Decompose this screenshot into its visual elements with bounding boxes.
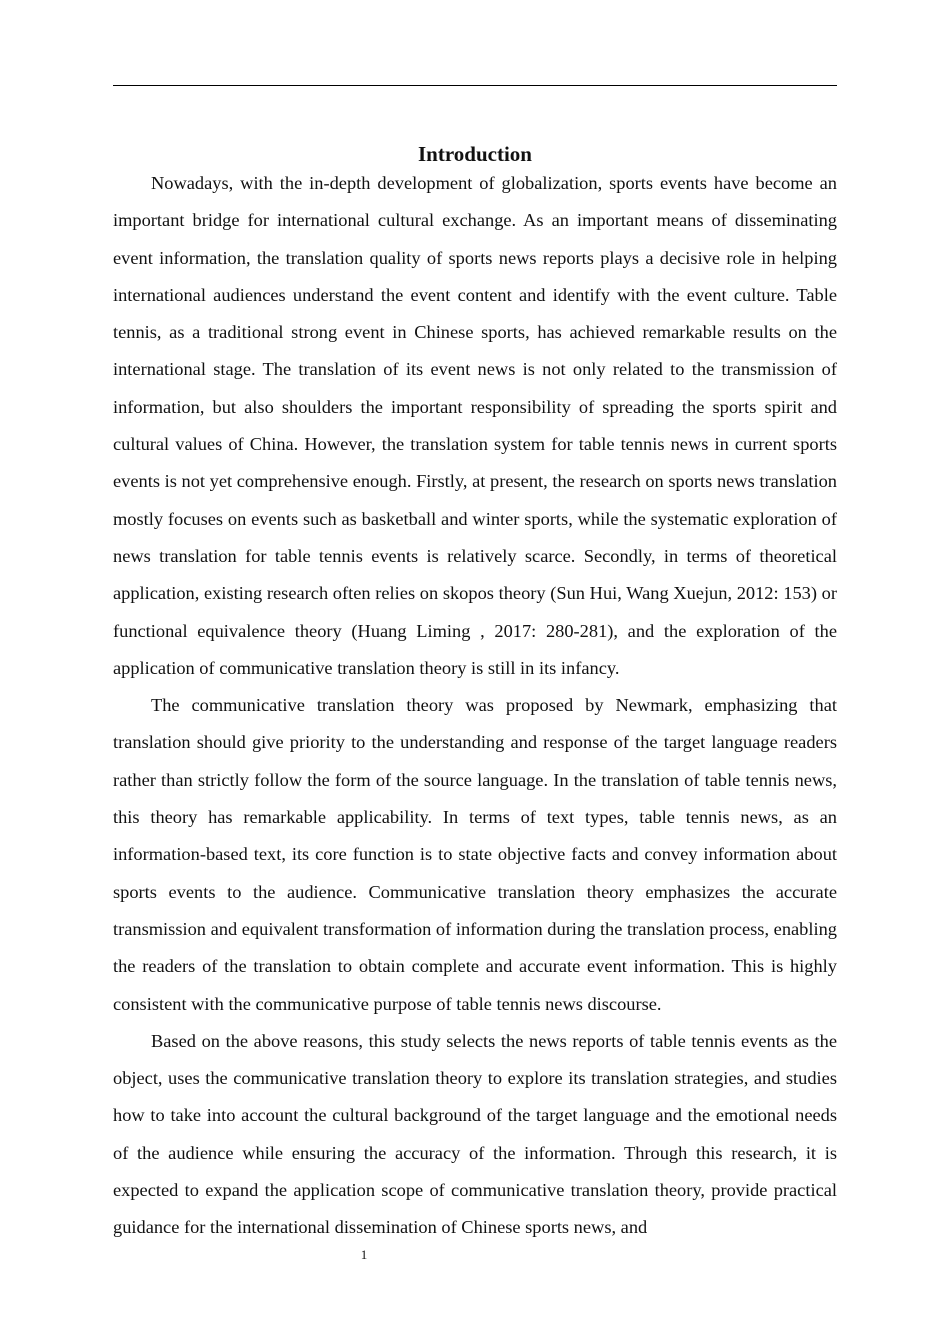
page-number: 1 [360,1247,368,1262]
paragraph-2: The communicative translation theory was proposed by Newmark, emphasizing that translation should give priority to the understanding and response of the target language readers rather than strictly follow the form of the source language. In the translation of table tennis news, this theory has remarkable applicability. In terms of text types, table tennis news, as an information-based text, its core function is to state objective facts and convey information about sports events to the audience. Communicative translation theory emphasizes the accurate transmission and equivalent transformation of information during the translation process, enabling the readers of the translation to obtain complete and accurate event information. This is highly consistent with the communicative purpose of table tennis news discourse. [113,695,837,1014]
paragraph-1: Nowadays, with the in-depth development of globalization, sports events have become an important bridge for international cultural exchange. As an important means of disseminating event information, the translation quality of sports news reports plays a decisive role in helping international audiences understand the event content and identify with the event culture. Table tennis, as a traditional strong event in Chinese sports, has achieved remarkable results on the international stage. The translation of its event news is not only related to the transmission of information, but also shoulders the important responsibility of spreading the sports spirit and cultural values of China. However, the translation system for table tennis news in current sports events is not yet comprehensive enough. Firstly, at present, the research on sports news translation mostly focuses on events such as basketball and winter sports, while the systematic exploration of news translation for table tennis events is relatively scarce. Secondly, in terms of theoretical application, existing research often relies on skopos theory (Sun Hui, Wang Xuejun, 2012: 153) or functional equivalence theory (Huang Liming , 2017: 280-281), and the exploration of the application of communicative translation theory is still in its infancy. [113,173,837,678]
paragraph-3: Based on the above reasons, this study selects the news reports of table tennis events as the object, uses the communicative translation theory to explore its translation strategies, and studies how to take into account the cultural background of the target language and the emotional needs of the audience while ensuring the accuracy of the information. Through this research, it is expected to expand the application scope of communicative translation theory, provide practical guidance for the international dissemination of Chinese sports news, and [113,1030,837,1238]
section-title: Introduction [418,142,532,166]
body-text [113,165,837,1247]
header-rule [113,85,837,86]
